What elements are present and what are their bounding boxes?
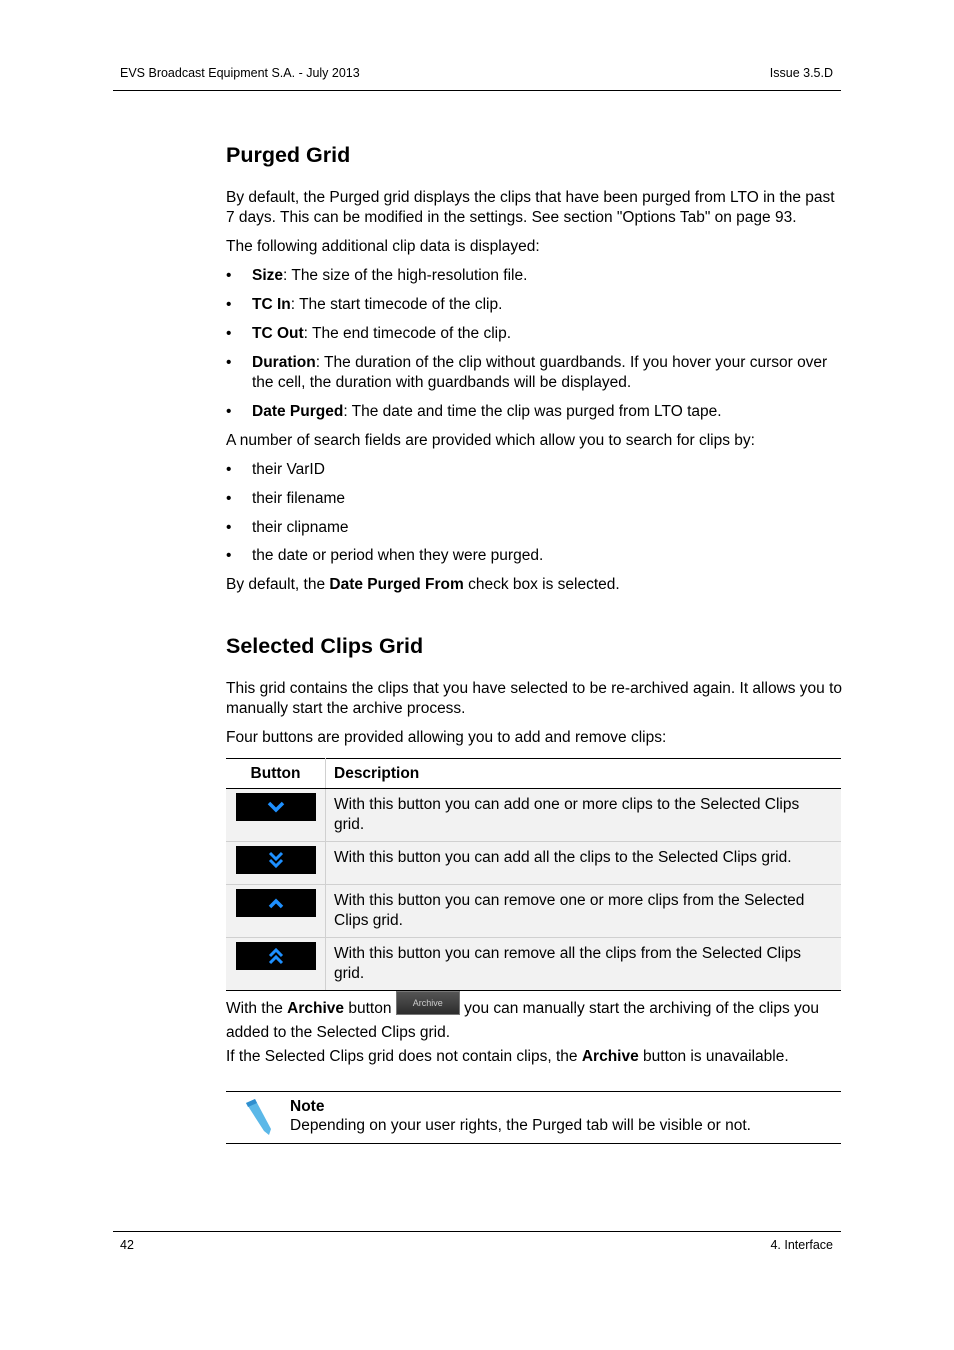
chevron-down-icon [266, 797, 286, 817]
row-description: With this button you can remove one or more clips from the Selected Clips grid. [326, 885, 842, 938]
buttons-table [226, 758, 841, 991]
row-description: With this button you can remove all the clips from the Selected Clips grid. [326, 938, 842, 991]
add-selected-button [236, 793, 316, 821]
pen-icon [243, 1097, 275, 1137]
table-row [226, 885, 841, 938]
note-title: Note [290, 1098, 325, 1115]
add-all-button [236, 846, 316, 874]
double-chevron-down-icon [266, 850, 286, 870]
default-note: By default, the Date Purged From check box is selected. [226, 576, 620, 593]
row-description: With this button you can add one or more clips to the Selected Clips grid. [326, 789, 842, 842]
selected-intro-2: Four buttons are provided allowing you to add and remove clips: [226, 729, 667, 746]
archive-button[interactable] [396, 991, 460, 1015]
selected-intro: This grid contains the clips that you have selected to be re-archived again. It allows you to manually start the archive process. [226, 680, 843, 717]
header-rule [113, 90, 841, 91]
remove-selected-button [236, 889, 316, 917]
purged-intro-2: The following additional clip data is displayed: [226, 238, 540, 255]
col-header-description: Description [326, 759, 842, 789]
table-row [226, 789, 841, 842]
unavailable-note: If the Selected Clips grid does not contain clips, the Archive button is unavailable. [226, 1048, 789, 1065]
chevron-up-icon [266, 893, 286, 913]
section-title-selected: Selected Clips Grid [226, 634, 424, 658]
page-number: 42 [120, 1238, 134, 1252]
note-top-rule [226, 1091, 841, 1092]
footer-rule [113, 1231, 841, 1232]
note-text: Depending on your user rights, the Purged tab will be visible or not. [290, 1117, 751, 1134]
note-bottom-rule [226, 1143, 841, 1144]
table-row [226, 938, 841, 991]
header-left: EVS Broadcast Equipment S.A. - July 2013 [120, 66, 360, 80]
double-chevron-up-icon [266, 946, 286, 966]
table-header-row [226, 759, 841, 789]
section-title-purged: Purged Grid [226, 143, 351, 167]
archive-button-label: Archive [412, 998, 443, 1008]
archive-paragraph: With the Archive button Archive you can manually start the archiving of the clips you added to the Selected Clips grid. [226, 999, 826, 1043]
remove-all-button [236, 942, 316, 970]
table-row [226, 842, 841, 885]
search-intro: A number of search fields are provided which allow you to search for clips by: [226, 432, 755, 449]
purged-intro: By default, the Purged grid displays the clips that have been purged from LTO in the past 7 days. This can be modified in the settings. See section "Options Tab" on page 93. [226, 189, 835, 226]
footer-section: 4. Interface [770, 1238, 833, 1252]
col-header-button: Button [226, 759, 326, 789]
header-right: Issue 3.5.D [769, 66, 833, 80]
row-description: With this button you can add all the clips to the Selected Clips grid. [326, 842, 842, 885]
